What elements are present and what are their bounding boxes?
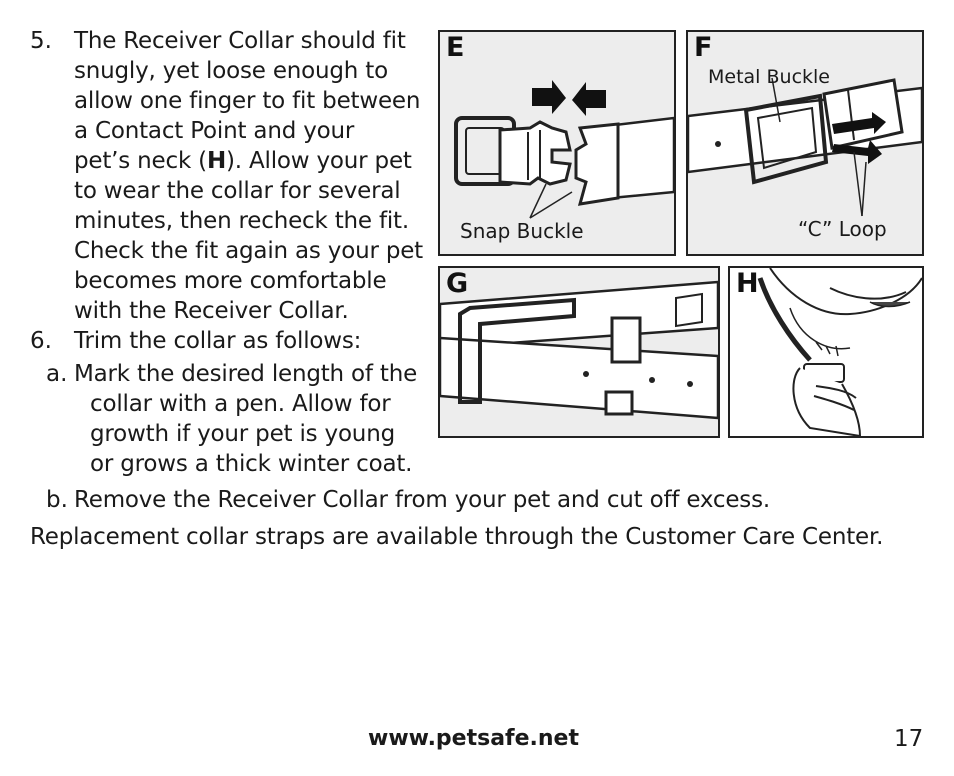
step-5-line: snugly, yet loose enough to (74, 58, 388, 84)
step-5-line: The Receiver Collar should fit (74, 28, 406, 54)
step-5-line-part: ). Allow your pet (226, 148, 412, 174)
sub-b-marker: b. (46, 487, 68, 513)
sub-b-text: Remove the Receiver Collar from your pet and cut off excess. (74, 487, 770, 513)
step-5-number: 5. (30, 28, 52, 54)
collar-loop-illustration (440, 268, 718, 436)
step-5-line: allow one finger to fit between (74, 88, 421, 114)
c-loop-label: “C” Loop (798, 217, 887, 241)
sub-a-line: collar with a pen. Allow for (90, 391, 391, 417)
figure-e-snap-buckle (438, 30, 676, 256)
fit-check-illustration (730, 268, 922, 436)
page-number: 17 (894, 726, 924, 752)
step-5-line: becomes more comfortable (74, 268, 387, 294)
figure-h-fit-check (728, 266, 924, 438)
step-6-text: Trim the collar as follows: (74, 328, 362, 354)
figure-f-metal-buckle (686, 30, 924, 256)
figure-g-letter: G (446, 268, 469, 299)
step-5-text (74, 26, 423, 326)
sub-a-line: Mark the desired length of the (74, 361, 418, 387)
step-5-line: with the Receiver Collar. (74, 298, 349, 324)
replacement-note: Replacement collar straps are available through the Customer Care Center. (30, 524, 884, 550)
step-5-line-part: pet’s neck ( (74, 148, 207, 174)
figure-reference: H (206, 148, 227, 174)
metal-buckle-label: Metal Buckle (708, 66, 830, 88)
step-5-line: to wear the collar for several (74, 178, 401, 204)
step-5-line: minutes, then recheck the fit. (74, 208, 409, 234)
step-5-line (74, 146, 423, 176)
step-5-line: a Contact Point and your (74, 118, 355, 144)
figure-g-collar-loop (438, 266, 720, 438)
snap-buckle-label: Snap Buckle (460, 219, 584, 243)
step-6-number: 6. (30, 328, 52, 354)
sub-a-marker: a. (46, 361, 68, 387)
footer-website-url: www.petsafe.net (368, 726, 579, 751)
sub-a-line: growth if your pet is young (90, 421, 395, 447)
figure-e-letter: E (446, 32, 465, 63)
figure-f-letter: F (694, 32, 713, 63)
step-5-line: Check the fit again as your pet (74, 238, 423, 264)
sub-a-line: or grows a thick winter coat. (90, 451, 413, 477)
figure-h-letter: H (736, 268, 759, 299)
